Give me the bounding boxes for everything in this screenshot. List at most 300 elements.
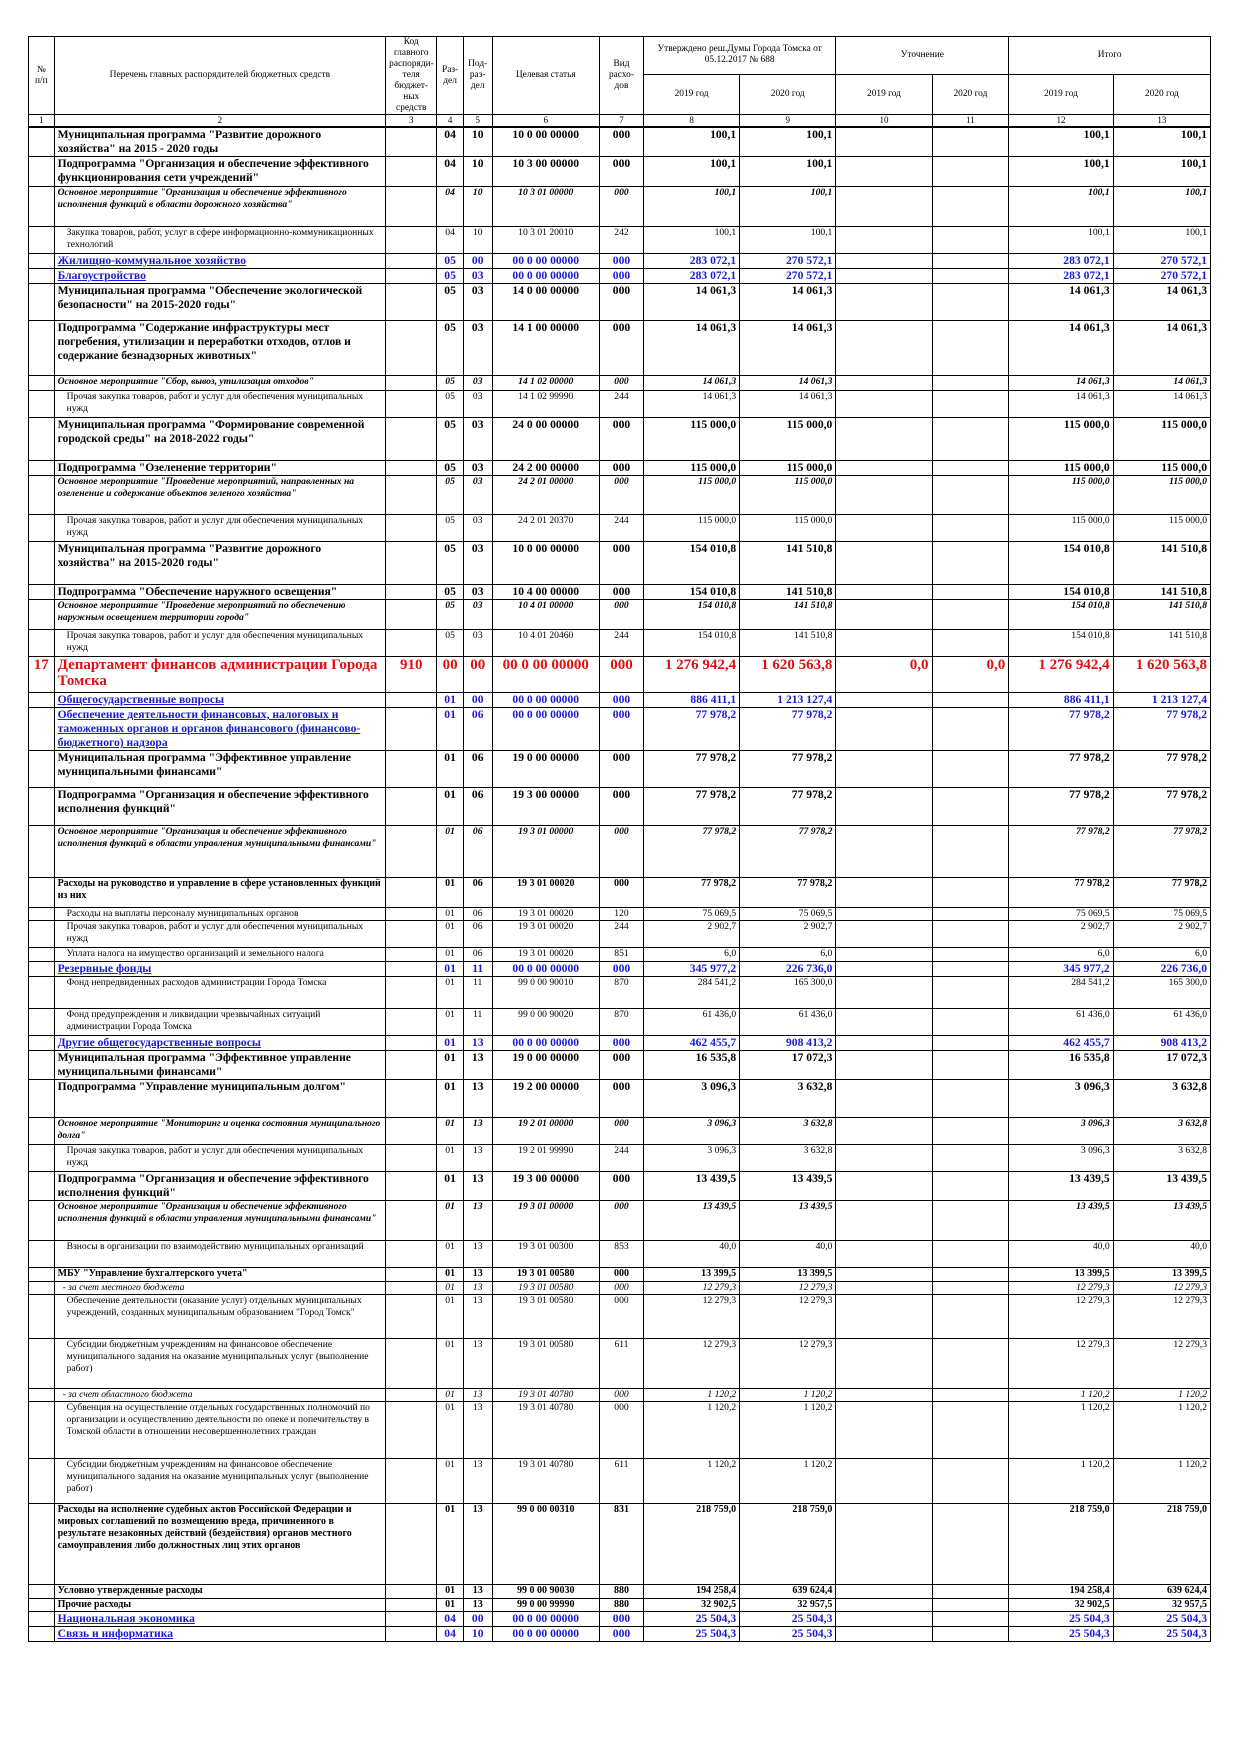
row-name: Муниципальная программа "Формирование современной городской среды" на 2018-2022 годы" [54, 418, 386, 461]
row-total-2020: 17 072,3 [1113, 1051, 1210, 1080]
row-admin-code [386, 1295, 437, 1339]
row-admin-code [386, 515, 437, 542]
row-target: 10 3 01 00000 [492, 187, 599, 227]
row-podrazdel: 13 [463, 1585, 492, 1599]
row-total-2020: 14 061,3 [1113, 376, 1210, 391]
row-razdel: 01 [437, 788, 464, 826]
row-admin-code [386, 921, 437, 948]
row-approved-2019: 3 096,3 [643, 1145, 739, 1172]
row-total-2019: 100,1 [1009, 127, 1113, 157]
row-vid: 000 [599, 1627, 643, 1642]
row-total-2019: 61 436,0 [1009, 1009, 1113, 1036]
row-podrazdel: 11 [463, 962, 492, 977]
row-number [29, 157, 55, 187]
row-vid: 000 [599, 600, 643, 630]
row-vid: 244 [599, 1145, 643, 1172]
row-total-2019: 194 258,4 [1009, 1585, 1113, 1599]
row-razdel: 04 [437, 1612, 464, 1627]
row-target: 19 3 01 00580 [492, 1339, 599, 1389]
row-admin-code [386, 476, 437, 515]
row-name: Уплата налога на имущество организаций и земельного налога [54, 948, 386, 962]
row-razdel: 04 [437, 1627, 464, 1642]
row-clarify-2020 [932, 585, 1009, 600]
row-target: 10 4 01 20460 [492, 630, 599, 657]
row-vid: 000 [599, 1612, 643, 1627]
row-target: 19 3 00 00000 [492, 788, 599, 826]
row-clarify-2020 [932, 187, 1009, 227]
row-vid: 000 [599, 693, 643, 708]
row-clarify-2019 [836, 921, 932, 948]
row-clarify-2019 [836, 630, 932, 657]
table-row [29, 630, 1211, 657]
row-vid: 000 [599, 1268, 643, 1282]
row-razdel: 01 [437, 826, 464, 878]
row-number [29, 878, 55, 908]
row-total-2020: 141 510,8 [1113, 630, 1210, 657]
row-vid: 880 [599, 1599, 643, 1612]
row-name: Подпрограмма "Организация и обеспечение эффективного функционирования сети учреждений" [54, 157, 386, 187]
row-clarify-2019 [836, 1402, 932, 1459]
row-clarify-2019 [836, 254, 932, 269]
row-total-2020: 2 902,7 [1113, 921, 1210, 948]
row-name: Прочая закупка товаров, работ и услуг для обеспечения муниципальных нужд [54, 921, 386, 948]
row-razdel: 01 [437, 1459, 464, 1504]
row-podrazdel: 11 [463, 1009, 492, 1036]
row-vid: 000 [599, 542, 643, 585]
colnum: 1 [29, 115, 55, 128]
row-name-text: Национальная экономика [57, 1612, 195, 1625]
table-row [29, 1241, 1211, 1268]
row-approved-2020: 165 300,0 [740, 977, 836, 1009]
table-header [29, 37, 1211, 128]
row-approved-2019: 14 061,3 [643, 376, 739, 391]
row-razdel: 01 [437, 1389, 464, 1402]
row-vid: 000 [599, 418, 643, 461]
row-admin-code [386, 708, 437, 751]
table-row [29, 1295, 1211, 1339]
row-clarify-2019 [836, 585, 932, 600]
row-clarify-2019 [836, 1172, 932, 1201]
row-clarify-2019 [836, 1459, 932, 1504]
row-target: 19 3 01 40780 [492, 1402, 599, 1459]
row-total-2020: 141 510,8 [1113, 585, 1210, 600]
row-clarify-2019 [836, 476, 932, 515]
row-approved-2020: 14 061,3 [740, 284, 836, 321]
row-approved-2019: 115 000,0 [643, 515, 739, 542]
row-total-2020: 270 572,1 [1113, 269, 1210, 284]
row-clarify-2019 [836, 461, 932, 476]
row-total-2019: 12 279,3 [1009, 1282, 1113, 1295]
row-clarify-2019: 0,0 [836, 657, 932, 693]
row-total-2019: 13 439,5 [1009, 1172, 1113, 1201]
row-vid: 000 [599, 708, 643, 751]
row-admin-code [386, 693, 437, 708]
row-clarify-2019 [836, 1009, 932, 1036]
row-clarify-2020 [932, 1459, 1009, 1504]
row-clarify-2019 [836, 321, 932, 376]
row-name: Подпрограмма "Обеспечение наружного освещения" [54, 585, 386, 600]
row-number [29, 1118, 55, 1145]
row-podrazdel: 13 [463, 1145, 492, 1172]
row-admin-code [386, 962, 437, 977]
row-approved-2020: 12 279,3 [740, 1295, 836, 1339]
row-admin-code [386, 908, 437, 921]
row-vid: 000 [599, 476, 643, 515]
row-approved-2019: 32 902,5 [643, 1599, 739, 1612]
row-vid: 000 [599, 751, 643, 788]
row-clarify-2019 [836, 1145, 932, 1172]
row-approved-2020: 14 061,3 [740, 391, 836, 418]
row-total-2020: 25 504,3 [1113, 1612, 1210, 1627]
row-podrazdel: 03 [463, 418, 492, 461]
row-target: 19 3 01 00020 [492, 878, 599, 908]
row-clarify-2020 [932, 1201, 1009, 1241]
colnum: 4 [437, 115, 464, 128]
row-podrazdel: 06 [463, 921, 492, 948]
row-total-2019: 6,0 [1009, 948, 1113, 962]
row-total-2019: 1 120,2 [1009, 1402, 1113, 1459]
row-admin-code [386, 826, 437, 878]
header-total-2019: 2019 год [1009, 74, 1113, 114]
row-total-2020: 14 061,3 [1113, 321, 1210, 376]
row-number [29, 751, 55, 788]
row-number [29, 391, 55, 418]
row-name: Закупка товаров, работ, услуг в сфере информационно-коммуникационных технологий [54, 227, 386, 254]
row-target: 00 0 00 00000 [492, 962, 599, 977]
row-number [29, 826, 55, 878]
row-podrazdel: 06 [463, 826, 492, 878]
row-clarify-2020 [932, 461, 1009, 476]
row-number [29, 600, 55, 630]
header-clarify-2020: 2020 год [932, 74, 1009, 114]
row-clarify-2019 [836, 1036, 932, 1051]
row-total-2019: 154 010,8 [1009, 542, 1113, 585]
header-code: Код главного распоряди-теля бюджет-ных средств [386, 37, 437, 115]
row-admin-code [386, 542, 437, 585]
row-total-2020: 100,1 [1113, 157, 1210, 187]
row-podrazdel: 00 [463, 1612, 492, 1627]
row-name: Основное мероприятие "Проведение мероприятий по обеспечению наружным освещением территории города" [54, 600, 386, 630]
row-podrazdel: 13 [463, 1504, 492, 1585]
row-name: Подпрограмма "Озеленение территории" [54, 461, 386, 476]
row-name: Муниципальная программа "Эффективное управление муниципальными финансами" [54, 1051, 386, 1080]
row-podrazdel: 13 [463, 1459, 492, 1504]
table-row [29, 391, 1211, 418]
row-name [54, 1627, 386, 1642]
row-total-2020: 12 279,3 [1113, 1282, 1210, 1295]
row-approved-2019: 154 010,8 [643, 630, 739, 657]
row-admin-code [386, 1459, 437, 1504]
row-admin-code [386, 418, 437, 461]
row-number [29, 977, 55, 1009]
row-total-2020: 13 399,5 [1113, 1268, 1210, 1282]
row-total-2019: 1 120,2 [1009, 1389, 1113, 1402]
row-clarify-2019 [836, 977, 932, 1009]
row-name: Основное мероприятие "Организация и обеспечение эффективного исполнения функций в области управления муниципальными финансами" [54, 826, 386, 878]
colnum: 7 [599, 115, 643, 128]
row-name: Взносы в организации по взаимодействию муниципальных организаций [54, 1241, 386, 1268]
row-clarify-2020: 0,0 [932, 657, 1009, 693]
row-total-2019: 462 455,7 [1009, 1036, 1113, 1051]
row-approved-2019: 218 759,0 [643, 1504, 739, 1585]
row-total-2020: 639 624,4 [1113, 1585, 1210, 1599]
row-podrazdel: 13 [463, 1241, 492, 1268]
row-clarify-2020 [932, 1009, 1009, 1036]
colnum: 13 [1113, 115, 1210, 128]
row-clarify-2020 [932, 948, 1009, 962]
row-podrazdel: 03 [463, 630, 492, 657]
row-clarify-2019 [836, 391, 932, 418]
table-row [29, 542, 1211, 585]
row-target: 10 3 00 00000 [492, 157, 599, 187]
row-clarify-2020 [932, 1036, 1009, 1051]
row-clarify-2020 [932, 542, 1009, 585]
row-approved-2020: 100,1 [740, 157, 836, 187]
colnum: 11 [932, 115, 1009, 128]
row-number [29, 254, 55, 269]
table-row [29, 1599, 1211, 1612]
row-vid: 851 [599, 948, 643, 962]
row-number [29, 908, 55, 921]
row-total-2019: 3 096,3 [1009, 1118, 1113, 1145]
table-row [29, 1389, 1211, 1402]
row-total-2020: 115 000,0 [1113, 461, 1210, 476]
table-row [29, 461, 1211, 476]
row-vid: 000 [599, 1282, 643, 1295]
row-target: 19 3 00 00000 [492, 1172, 599, 1201]
row-clarify-2019 [836, 693, 932, 708]
row-vid: 000 [599, 1036, 643, 1051]
colnum: 3 [386, 115, 437, 128]
row-name-text: Связь и информатика [57, 1627, 174, 1640]
row-podrazdel: 13 [463, 1268, 492, 1282]
row-total-2019: 283 072,1 [1009, 269, 1113, 284]
row-total-2019: 2 902,7 [1009, 921, 1113, 948]
row-number [29, 1145, 55, 1172]
row-total-2020: 12 279,3 [1113, 1295, 1210, 1339]
row-clarify-2020 [932, 962, 1009, 977]
row-clarify-2019 [836, 1585, 932, 1599]
row-total-2020: 12 279,3 [1113, 1339, 1210, 1389]
row-razdel: 04 [437, 187, 464, 227]
row-approved-2020: 100,1 [740, 227, 836, 254]
row-total-2019: 3 096,3 [1009, 1145, 1113, 1172]
row-vid: 244 [599, 515, 643, 542]
row-total-2019: 14 061,3 [1009, 391, 1113, 418]
row-admin-code [386, 1036, 437, 1051]
row-approved-2019: 3 096,3 [643, 1080, 739, 1118]
row-razdel: 01 [437, 1241, 464, 1268]
row-razdel: 05 [437, 418, 464, 461]
row-approved-2020: 639 624,4 [740, 1585, 836, 1599]
row-total-2019: 13 439,5 [1009, 1201, 1113, 1241]
row-target: 10 4 00 00000 [492, 585, 599, 600]
row-admin-code [386, 1118, 437, 1145]
row-clarify-2020 [932, 1599, 1009, 1612]
row-approved-2020: 40,0 [740, 1241, 836, 1268]
row-target: 10 0 00 00000 [492, 542, 599, 585]
row-podrazdel: 00 [463, 254, 492, 269]
row-approved-2019: 77 978,2 [643, 878, 739, 908]
row-razdel: 00 [437, 657, 464, 693]
row-target: 19 3 01 00000 [492, 826, 599, 878]
row-vid: 120 [599, 908, 643, 921]
row-target: 24 2 00 00000 [492, 461, 599, 476]
row-podrazdel: 03 [463, 376, 492, 391]
row-clarify-2020 [932, 1051, 1009, 1080]
row-target: 19 2 01 99990 [492, 1145, 599, 1172]
row-total-2020: 6,0 [1113, 948, 1210, 962]
table-row [29, 227, 1211, 254]
row-total-2020: 226 736,0 [1113, 962, 1210, 977]
row-podrazdel: 03 [463, 585, 492, 600]
row-total-2019: 16 535,8 [1009, 1051, 1113, 1080]
row-admin-code [386, 1339, 437, 1389]
header-podrazdel: Под-раз-дел [463, 37, 492, 115]
row-target: 24 2 01 20370 [492, 515, 599, 542]
row-razdel: 05 [437, 542, 464, 585]
row-approved-2020: 12 279,3 [740, 1339, 836, 1389]
row-podrazdel: 03 [463, 284, 492, 321]
row-approved-2020: 3 632,8 [740, 1080, 836, 1118]
table-row [29, 826, 1211, 878]
row-approved-2019: 1 120,2 [643, 1459, 739, 1504]
row-target: 99 0 00 99990 [492, 1599, 599, 1612]
row-approved-2019: 115 000,0 [643, 476, 739, 515]
row-number [29, 788, 55, 826]
row-razdel: 01 [437, 1282, 464, 1295]
row-podrazdel: 00 [463, 657, 492, 693]
colnum: 8 [643, 115, 739, 128]
row-clarify-2020 [932, 708, 1009, 751]
table-row [29, 708, 1211, 751]
row-razdel: 05 [437, 284, 464, 321]
row-clarify-2020 [932, 515, 1009, 542]
row-approved-2019: 154 010,8 [643, 585, 739, 600]
row-approved-2019: 194 258,4 [643, 1585, 739, 1599]
row-number [29, 1172, 55, 1201]
row-clarify-2020 [932, 1585, 1009, 1599]
row-name [54, 693, 386, 708]
row-clarify-2020 [932, 1339, 1009, 1389]
row-approved-2020: 13 399,5 [740, 1268, 836, 1282]
row-clarify-2019 [836, 788, 932, 826]
row-number [29, 1627, 55, 1642]
row-razdel: 04 [437, 127, 464, 157]
row-approved-2019: 462 455,7 [643, 1036, 739, 1051]
row-number [29, 227, 55, 254]
row-approved-2019: 77 978,2 [643, 751, 739, 788]
row-vid: 853 [599, 1241, 643, 1268]
row-total-2019: 13 399,5 [1009, 1268, 1113, 1282]
row-razdel: 05 [437, 376, 464, 391]
row-razdel: 01 [437, 1201, 464, 1241]
row-clarify-2019 [836, 127, 932, 157]
row-clarify-2020 [932, 1402, 1009, 1459]
table-row [29, 1051, 1211, 1080]
row-name: Прочие расходы [54, 1599, 386, 1612]
row-number [29, 921, 55, 948]
table-row [29, 1080, 1211, 1118]
colnum: 5 [463, 115, 492, 128]
row-approved-2019: 886 411,1 [643, 693, 739, 708]
row-clarify-2019 [836, 600, 932, 630]
row-approved-2019: 77 978,2 [643, 708, 739, 751]
row-podrazdel: 06 [463, 878, 492, 908]
row-razdel: 01 [437, 1118, 464, 1145]
row-approved-2019: 283 072,1 [643, 269, 739, 284]
row-clarify-2020 [932, 977, 1009, 1009]
row-vid: 000 [599, 1389, 643, 1402]
row-approved-2020: 1 120,2 [740, 1459, 836, 1504]
row-number [29, 1282, 55, 1295]
row-name: Прочая закупка товаров, работ и услуг для обеспечения муниципальных нужд [54, 630, 386, 657]
table-row [29, 1145, 1211, 1172]
row-razdel: 05 [437, 476, 464, 515]
row-clarify-2020 [932, 476, 1009, 515]
row-approved-2020: 1 120,2 [740, 1389, 836, 1402]
table-row [29, 1282, 1211, 1295]
row-total-2020: 14 061,3 [1113, 391, 1210, 418]
row-vid: 000 [599, 1295, 643, 1339]
row-approved-2020: 115 000,0 [740, 476, 836, 515]
row-podrazdel: 13 [463, 1036, 492, 1051]
table-row [29, 1402, 1211, 1459]
row-clarify-2020 [932, 1172, 1009, 1201]
row-razdel: 01 [437, 908, 464, 921]
row-vid: 244 [599, 391, 643, 418]
row-target: 24 0 00 00000 [492, 418, 599, 461]
table-row [29, 321, 1211, 376]
row-name-text: Благоустройство [57, 269, 146, 282]
row-total-2019: 14 061,3 [1009, 376, 1113, 391]
colnum: 2 [54, 115, 386, 128]
row-admin-code [386, 157, 437, 187]
row-total-2019: 886 411,1 [1009, 693, 1113, 708]
table-row [29, 157, 1211, 187]
row-total-2020: 1 213 127,4 [1113, 693, 1210, 708]
table-row [29, 1201, 1211, 1241]
row-target: 19 2 01 00000 [492, 1118, 599, 1145]
row-admin-code [386, 1241, 437, 1268]
row-clarify-2020 [932, 826, 1009, 878]
row-vid: 000 [599, 1118, 643, 1145]
row-approved-2019: 61 436,0 [643, 1009, 739, 1036]
row-number [29, 127, 55, 157]
row-razdel: 01 [437, 878, 464, 908]
row-approved-2020: 77 978,2 [740, 708, 836, 751]
row-approved-2020: 115 000,0 [740, 461, 836, 476]
row-razdel: 05 [437, 391, 464, 418]
row-number [29, 1009, 55, 1036]
row-razdel: 01 [437, 921, 464, 948]
row-name-text: Обеспечение деятельности финансовых, налоговых и таможенных органов и органов финансового (финансово-бюджетного) надзора [57, 708, 361, 749]
row-approved-2020: 141 510,8 [740, 630, 836, 657]
row-razdel: 01 [437, 1268, 464, 1282]
table-row [29, 600, 1211, 630]
row-name [54, 269, 386, 284]
row-approved-2020: 14 061,3 [740, 376, 836, 391]
row-name: Прочая закупка товаров, работ и услуг для обеспечения муниципальных нужд [54, 515, 386, 542]
row-number [29, 1080, 55, 1118]
table-row [29, 1268, 1211, 1282]
row-admin-code [386, 376, 437, 391]
row-name: Расходы на исполнение судебных актов Российской Федерации и мировых соглашений по возмещению вреда, причиненного в результате незаконных действий (бездействия) органов местного самоуправления либо должностных лиц этих органов [54, 1504, 386, 1585]
table-row [29, 948, 1211, 962]
row-vid: 000 [599, 284, 643, 321]
row-podrazdel: 13 [463, 1402, 492, 1459]
row-clarify-2019 [836, 1612, 932, 1627]
